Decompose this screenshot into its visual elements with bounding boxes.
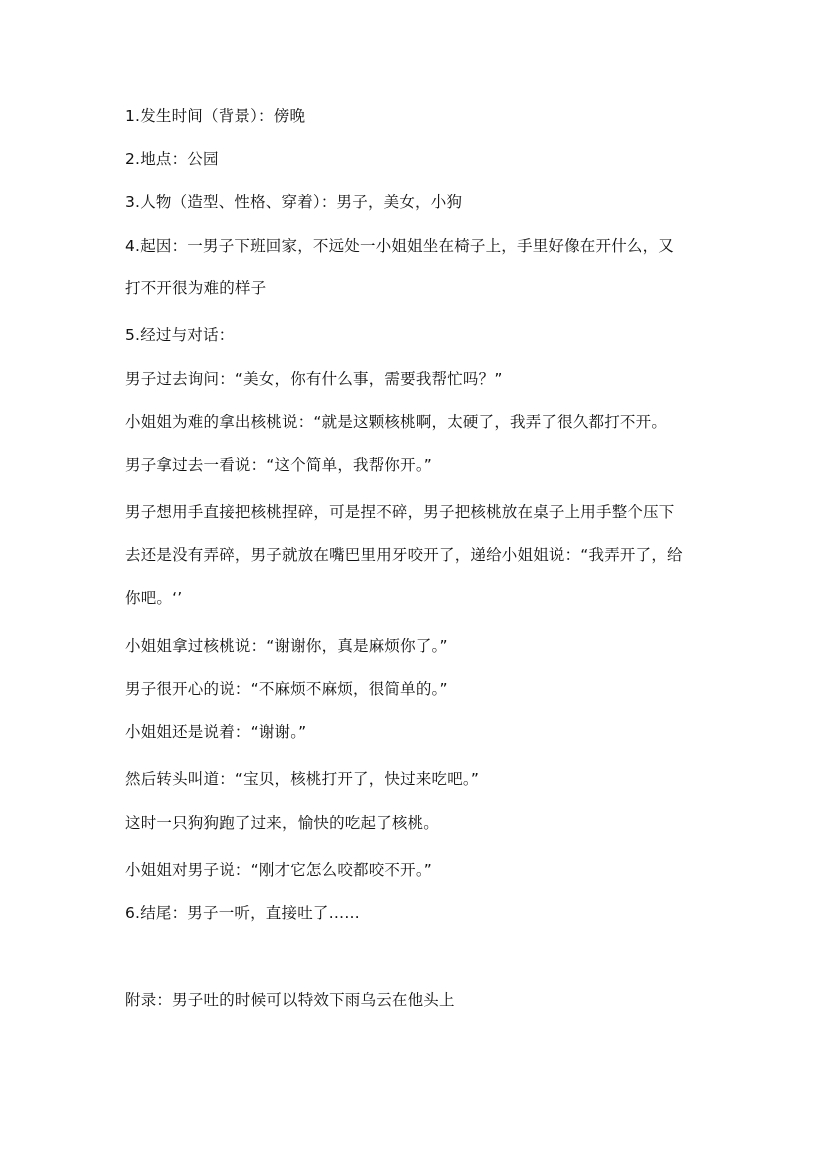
- text-line-cause-cont: 打不开很为难的样子: [125, 279, 267, 297]
- text-line-time: 1.发生时间（背景）：傍晚: [125, 107, 306, 125]
- text-line-dialogue: 然后转头叫道：“宝贝，核桃打开了，快过来吃吧。”: [125, 770, 480, 788]
- text-line-narration: 去还是没有弄碎，男子就放在嘴巴里用牙咬开了，递给小姐姐说：“我弄开了，给: [125, 546, 683, 564]
- text-line-dialogue: 男子拿过去一看说：“这个简单，我帮你开。”: [125, 456, 433, 474]
- text-line-dialogue: 小姐姐拿过核桃说：“谢谢你，真是麻烦你了。”: [125, 637, 448, 655]
- text-line-process-heading: 5.经过与对话：: [125, 326, 235, 344]
- text-line-narration: 你吧。‘’: [125, 589, 183, 607]
- text-line-narration: 男子想用手直接把核桃捏碎，可是捏不碎，男子把核桃放在桌子上用手整个压下: [125, 503, 675, 521]
- text-line-dialogue: 小姐姐还是说着：“谢谢。”: [125, 723, 307, 741]
- text-line-narration: 这时一只狗狗跑了过来，愉快的吃起了核桃。: [125, 814, 440, 832]
- text-line-dialogue: 小姐姐为难的拿出核桃说：“就是这颗核桃啊，太硬了，我弄了很久都打不开。: [125, 413, 668, 431]
- text-line-dialogue: 男子很开心的说：“不麻烦不麻烦，很简单的。”: [125, 680, 448, 698]
- text-line-ending: 6.结尾：男子一听，直接吐了……: [125, 904, 360, 922]
- text-line-place: 2.地点：公园: [125, 150, 219, 168]
- text-line-dialogue: 男子过去询问：“美女，你有什么事，需要我帮忙吗？”: [125, 370, 503, 388]
- text-line-appendix: 附录：男子吐的时候可以特效下雨乌云在他头上: [125, 991, 455, 1009]
- text-line-dialogue: 小姐姐对男子说：“刚才它怎么咬都咬不开。”: [125, 861, 433, 879]
- text-line-characters: 3.人物（造型、性格、穿着）：男子，美女，小狗: [125, 193, 463, 211]
- text-line-cause: 4.起因：一男子下班回家，不远处一小姐姐坐在椅子上，手里好像在开什么，又: [125, 237, 674, 255]
